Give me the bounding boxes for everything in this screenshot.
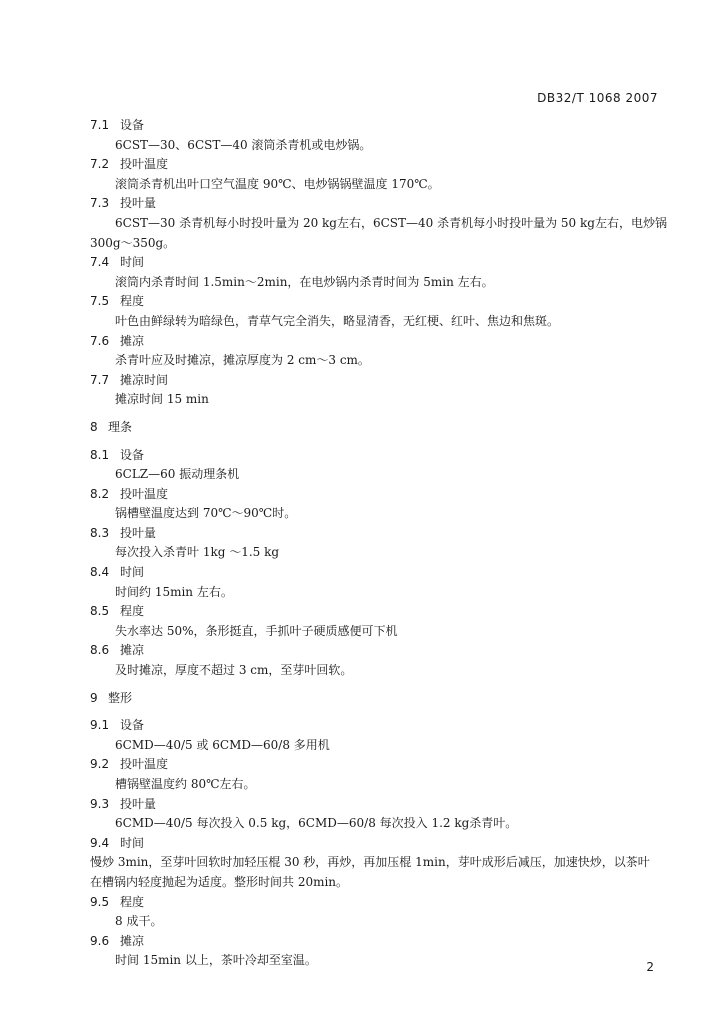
- clause-text: 8 成干。: [115, 914, 163, 929]
- clause-text: 叶色由鲜绿转为暗绿色，青草气完全消失，略显清香，无红梗、红叶、焦边和焦斑。: [115, 313, 560, 328]
- clause-text: 摊凉时间 15 min: [115, 392, 209, 407]
- clause-heading: 8.3 投叶量: [90, 525, 157, 540]
- clause-heading: 7.1 设备: [90, 118, 145, 132]
- clause-heading: 9.1 设备: [90, 718, 145, 733]
- clause-text: 6CST—30、6CST—40 滚筒杀青机或电炒锅。: [115, 137, 372, 152]
- clause-heading: 9.2 投叶温度: [90, 757, 169, 772]
- page-number: 2: [646, 960, 654, 974]
- clause-text: 6CMD—40/5 每次投入 0.5 kg，6CMD—60/8 每次投入 1.2 kg杀青叶。: [115, 816, 518, 831]
- clause-heading: 7.4 时间: [90, 255, 145, 270]
- clause-heading: 9.3 投叶量: [90, 796, 157, 811]
- clause-heading: 8.6 摊凉: [90, 643, 145, 658]
- clause-heading: 7.5 程度: [90, 294, 145, 309]
- clause-text: 时间约 15min 左右。: [115, 584, 233, 599]
- clause-heading: 7.3 投叶量: [90, 196, 157, 211]
- section-heading: 9 整形: [90, 690, 133, 705]
- clause-text: 滚筒杀青机出叶口空气温度 90℃、电炒锅锅壁温度 170℃。: [115, 176, 440, 191]
- clause-text: 6CMD—40/5 或 6CMD—60/8 多用机: [115, 737, 330, 752]
- clause-text: 杀青叶应及时摊凉，摊凉厚度为 2 cm～3 cm。: [115, 353, 370, 368]
- document-code: DB32/T 1068 2007: [537, 91, 658, 105]
- clause-heading: 9.4 时间: [90, 835, 145, 850]
- clause-heading: 8.2 投叶温度: [90, 486, 169, 501]
- clause-heading: 7.2 投叶温度: [90, 157, 169, 172]
- clause-text-continued: 300g～350g。: [90, 235, 176, 250]
- clause-heading: 7.6 摊凉: [90, 333, 145, 348]
- clause-text: 滚筒内杀青时间 1.5min～2min，在电炒锅内杀青时间为 5min 左右。: [115, 274, 494, 289]
- clause-heading: 8.4 时间: [90, 565, 145, 580]
- clause-text: 每次投入杀青叶 1kg ～1.5 kg: [115, 545, 280, 560]
- clause-heading: 8.5 程度: [90, 604, 145, 619]
- clause-text: 6CLZ—60 振动理条机: [115, 467, 240, 482]
- clause-heading: 8.1 设备: [90, 447, 145, 462]
- clause-text: 失水率达 50%，条形挺直，手抓叶子硬质感便可下机: [115, 623, 398, 638]
- clause-text: 锅槽壁温度达到 70℃～90℃时。: [115, 506, 297, 521]
- clause-heading: 7.7 摊凉时间: [90, 372, 169, 387]
- clause-text: 槽锅壁温度约 80℃左右。: [115, 777, 256, 791]
- clause-text: 慢炒 3min，至芽叶回软时加轻压棍 30 秒，再炒，再加压棍 1min，芽叶成形后减压，加速快炒，以茶叶在槽锅内轻度抛起为适度。整形时间共 20min。: [90, 855, 650, 889]
- clause-text: 6CST—30 杀青机每小时投叶量为 20 kg左右，6CST—40 杀青机每小时投叶量为 50 kg左右，电炒锅: [115, 215, 667, 230]
- document-body: [90, 116, 667, 971]
- clause-text: 及时摊凉，厚度不超过 3 cm，至芽叶回软。: [115, 663, 353, 678]
- clause-heading: 9.5 程度: [90, 894, 145, 909]
- clause-text: 时间 15min 以上，茶叶冷却至室温。: [115, 953, 317, 968]
- clause-heading: 9.6 摊凉: [90, 933, 145, 948]
- section-heading: 8 理条: [90, 419, 133, 434]
